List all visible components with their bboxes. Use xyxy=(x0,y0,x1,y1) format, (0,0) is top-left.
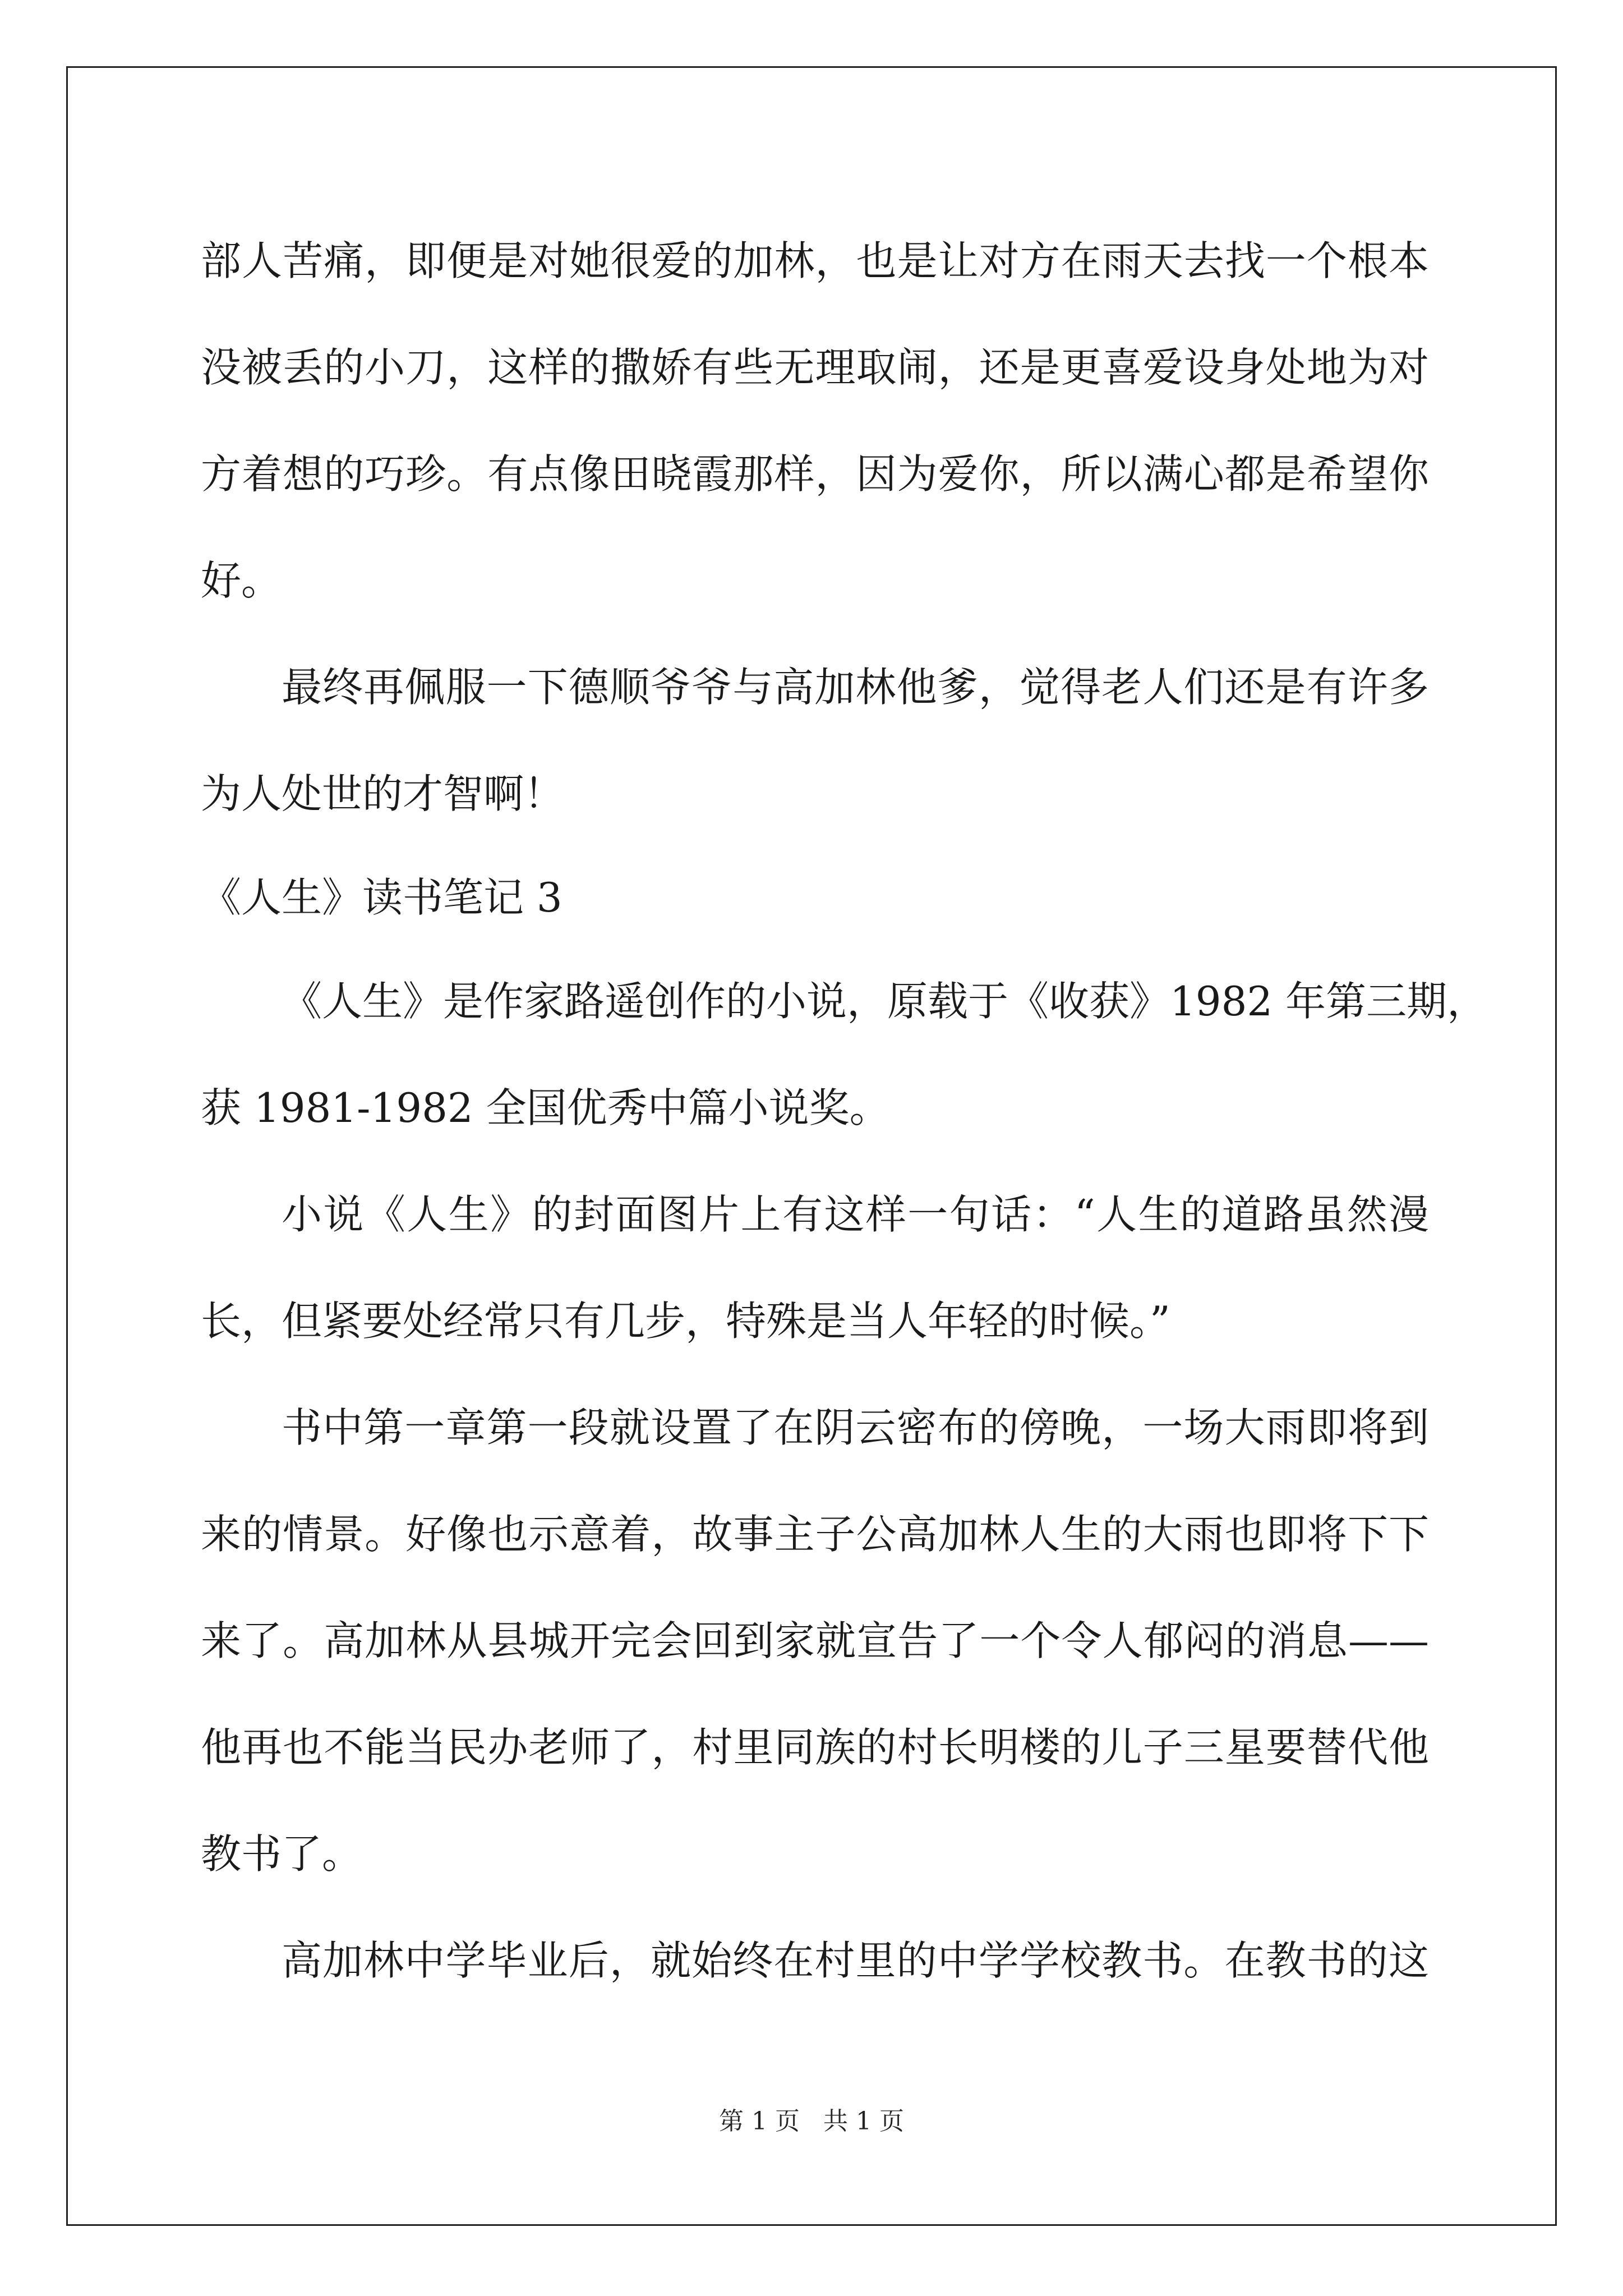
text-line: 好。 xyxy=(201,557,282,604)
text-line: 教书了。 xyxy=(201,1830,363,1878)
text-line: 为人处世的才智啊！ xyxy=(201,770,565,817)
text-line: 长，但紧要处经常只有几步，特殊是当人年轻的时候。” xyxy=(201,1297,1170,1345)
text-line: 小说《人生》的封面图片上有这样一句话：“人生的道路虽然漫 xyxy=(282,1191,1429,1238)
section-heading: 《人生》读书笔记 3 xyxy=(201,874,562,921)
text-line: 部人苦痛，即便是对她很爱的加林，也是让对方在雨天去找一个根本 xyxy=(201,237,1429,284)
text-line: 没被丢的小刀，这样的撒娇有些无理取闹，还是更喜爱设身处地为对 xyxy=(201,344,1429,391)
text-line: 他再也不能当民办老师了，村里同族的村长明楼的儿子三星要替代他 xyxy=(201,1724,1429,1771)
document-body xyxy=(201,208,1488,2014)
text-line: 最终再佩服一下德顺爷爷与高加林他爹，觉得老人们还是有许多 xyxy=(282,664,1429,711)
text-line: 《人生》是作家路遥创作的小说，原载于《收获》1982 年第三期， xyxy=(282,978,1488,1025)
text-line: 获 1981-1982 全国优秀中篇小说奖。 xyxy=(201,1084,890,1131)
text-line: 来了。高加林从县城开完会回到家就宣告了一个令人郁闷的消息—— xyxy=(201,1617,1429,1664)
text-line: 高加林中学毕业后，就始终在村里的中学学校教书。在教书的这 xyxy=(282,1937,1429,1984)
text-line: 书中第一章第一段就设置了在阴云密布的傍晚，一场大雨即将到 xyxy=(282,1404,1429,1451)
page-footer: 第 1 页 共 1 页 xyxy=(719,2107,904,2136)
text-line: 方着想的巧珍。有点像田晓霞那样，因为爱你，所以满心都是希望你 xyxy=(201,450,1429,498)
text-line: 来的情景。好像也示意着，故事主子公高加林人生的大雨也即将下下 xyxy=(201,1511,1429,1558)
